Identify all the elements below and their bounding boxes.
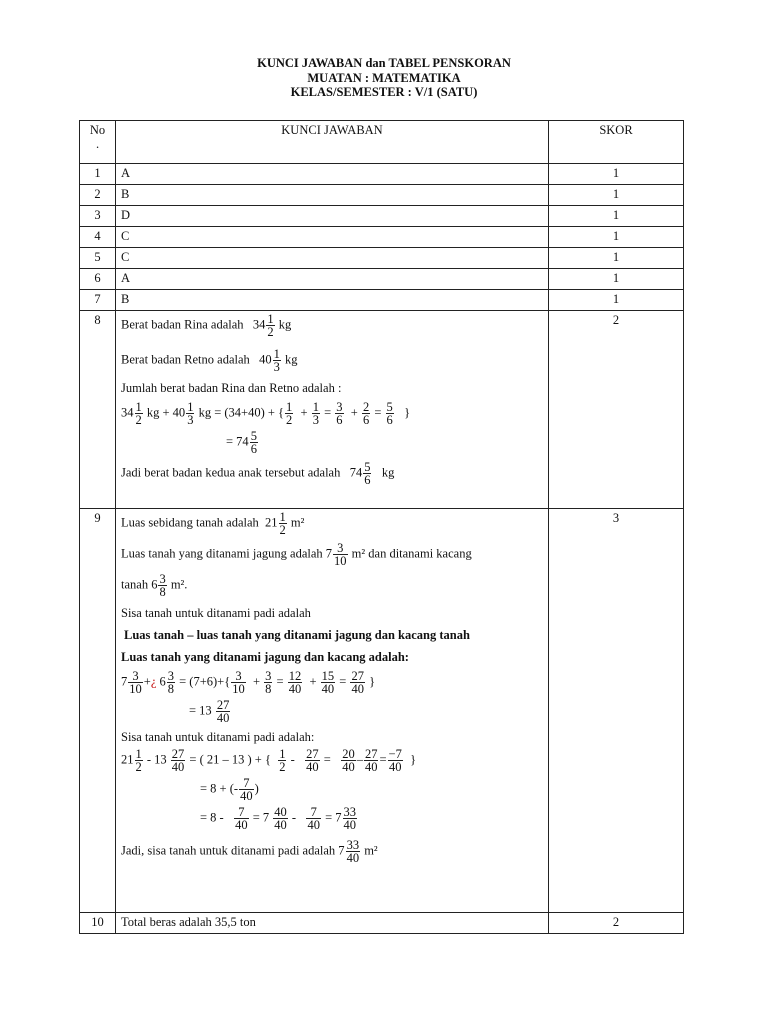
row8-line-6 [121, 461, 548, 486]
numerator: 1 [286, 400, 293, 414]
fraction [386, 401, 394, 426]
denominator: 8 [265, 682, 272, 696]
row-answer: A [116, 164, 549, 185]
fraction [216, 699, 231, 724]
fraction [273, 806, 288, 831]
fraction [346, 839, 361, 864]
unit: m² [290, 515, 305, 530]
row-score: 1 [549, 164, 684, 185]
numerator: 1 [135, 747, 142, 761]
row-score: 1 [549, 227, 684, 248]
row9-line-6: Luas tanah yang ditanami jagung dan kacang adalah: [121, 650, 409, 664]
operator: - [291, 810, 297, 825]
row-answer: A [116, 269, 549, 290]
text: = 74 [226, 434, 249, 449]
numerator: 33 [346, 838, 360, 852]
denominator: 40 [306, 760, 319, 774]
fraction [234, 806, 249, 831]
fraction [171, 748, 186, 773]
row8-line-1 [121, 313, 548, 338]
denominator: 40 [343, 818, 357, 832]
operator: + [252, 674, 261, 689]
numerator: 5 [250, 429, 257, 443]
fraction [186, 401, 194, 426]
row-answer: D [116, 206, 549, 227]
fraction [128, 670, 143, 695]
operator: = [379, 752, 387, 767]
table-row [80, 248, 684, 269]
numerator: 1 [135, 400, 142, 414]
row-number: 7 [80, 290, 116, 311]
row9-line-12 [121, 806, 548, 831]
numerator: 2 [362, 400, 370, 414]
denominator: 40 [216, 711, 230, 725]
row-number: 5 [80, 248, 116, 269]
numerator: 3 [231, 670, 246, 683]
operator: + [143, 674, 151, 689]
answer-key-table [79, 120, 684, 934]
row-score: 2 [549, 913, 684, 934]
row9-line-2 [121, 542, 548, 567]
row8-line-2 [121, 348, 548, 373]
fraction [306, 806, 321, 831]
fraction [335, 401, 343, 426]
whole-number: 34 [121, 405, 134, 420]
column-header-no-dot: . [95, 137, 100, 151]
row-score: 1 [549, 206, 684, 227]
row9-line-9: Sisa tanah untuk ditanami padi adalah: [121, 730, 315, 744]
row8-line-4 [121, 401, 548, 426]
fraction [239, 777, 254, 802]
denominator: 40 [346, 851, 360, 865]
row-score: 1 [549, 185, 684, 206]
denominator: 6 [336, 413, 343, 427]
denominator: 3 [187, 413, 194, 427]
row9-line-5: Luas tanah – luas tanah yang ditanami jagung dan kacang tanah [124, 628, 470, 642]
whole-number: 21 [265, 515, 278, 530]
fraction [264, 670, 272, 695]
denominator: 2 [279, 523, 286, 537]
text: = 8 + (- [200, 781, 239, 796]
denominator: 40 [274, 818, 287, 832]
numerator: 1 [312, 400, 319, 414]
denominator: 2 [135, 760, 142, 774]
numerator: 27 [171, 747, 185, 761]
numerator: 1 [279, 747, 286, 761]
row-answer: C [116, 248, 549, 269]
numerator: 1 [267, 312, 274, 326]
numerator: 5 [364, 460, 371, 474]
whole-number: 7 [121, 674, 128, 689]
numerator: 1 [273, 347, 280, 361]
fraction [158, 573, 166, 598]
title-line-1: KUNCI JAWABAN dan TABEL PENSKORAN [257, 56, 511, 70]
numerator: 40 [274, 805, 287, 819]
row-score: 3 [549, 509, 684, 913]
text: Jadi berat badan kedua anak tersebut adalah [121, 465, 341, 480]
row9-line-4: Sisa tanah untuk ditanami padi adalah [121, 606, 311, 620]
row-number: 3 [80, 206, 116, 227]
text: = 8 - [200, 810, 224, 825]
unit: m² [364, 843, 378, 858]
row-number: 1 [80, 164, 116, 185]
text: kg = (34+40) + { [198, 405, 285, 420]
fraction [362, 401, 370, 426]
row9-line-7 [121, 670, 548, 695]
column-header-score: SKOR [549, 121, 684, 164]
denominator: 6 [386, 413, 393, 427]
row-8-answer [116, 311, 549, 509]
numerator: 3 [333, 542, 348, 555]
row-number: 9 [80, 509, 116, 913]
numerator: 5 [386, 400, 393, 414]
denominator: 3 [273, 360, 280, 374]
row-answer: B [116, 290, 549, 311]
fraction [285, 401, 293, 426]
denominator: 8 [167, 682, 174, 696]
text: Luas sebidang tanah adalah [121, 515, 259, 530]
denominator: 10 [232, 682, 245, 696]
row8-line-5 [121, 430, 548, 455]
fraction [321, 670, 336, 695]
row-number: 4 [80, 227, 116, 248]
numerator: −7 [388, 747, 402, 761]
row-score: 1 [549, 269, 684, 290]
fraction [279, 511, 287, 536]
denominator: 40 [235, 818, 248, 832]
text: Jadi, sisa tanah untuk ditanami padi adalah 7 [121, 843, 345, 858]
denominator: 40 [364, 760, 378, 774]
numerator: 12 [288, 669, 302, 683]
text: tanah 6 [121, 577, 158, 592]
fraction [250, 430, 258, 455]
numerator: 1 [187, 400, 194, 414]
numerator: 3 [159, 572, 166, 586]
column-header-no [80, 121, 116, 164]
fraction [288, 670, 303, 695]
text: Luas tanah yang ditanami jagung adalah 7 [121, 546, 333, 561]
denominator: 40 [351, 682, 364, 696]
denominator: 40 [342, 760, 355, 774]
row9-line-13 [121, 839, 548, 864]
text: - 13 [146, 752, 167, 767]
denominator: 2 [279, 760, 286, 774]
row9-line-11 [121, 777, 548, 802]
operator: = [374, 405, 382, 420]
fraction [266, 313, 274, 338]
error-glyph: ¿ [150, 674, 157, 689]
operator: = [323, 752, 331, 767]
operator: + [300, 405, 308, 420]
row-score: 1 [549, 290, 684, 311]
numerator: 33 [343, 805, 357, 819]
table-row [80, 164, 684, 185]
denominator: 6 [364, 473, 371, 487]
operator: } [410, 752, 417, 767]
numerator: 1 [279, 510, 286, 524]
operator: } [404, 405, 411, 420]
table-row [80, 269, 684, 290]
row-score: 2 [549, 311, 684, 509]
denominator: 40 [171, 760, 185, 774]
table-row [80, 185, 684, 206]
text: Berat badan Retno adalah [121, 352, 250, 367]
numerator: 27 [306, 747, 319, 761]
fraction [278, 748, 286, 773]
table-header-row [80, 121, 684, 164]
row9-line-10 [121, 748, 548, 773]
denominator: 40 [321, 682, 335, 696]
fraction [341, 748, 356, 773]
operator: = [339, 674, 347, 689]
text: = 7 [252, 810, 270, 825]
row8-line-3: Jumlah berat badan Rina dan Retno adalah : [121, 381, 342, 395]
row-score: 1 [549, 248, 684, 269]
fraction [273, 348, 281, 373]
fraction [350, 670, 365, 695]
text: Berat badan Rina adalah [121, 317, 244, 332]
row9-line-8 [121, 699, 548, 724]
row-number: 10 [80, 913, 116, 934]
numerator: 3 [128, 670, 143, 683]
denominator: 40 [388, 760, 402, 774]
numerator: 7 [234, 806, 249, 819]
whole-number: 34 [252, 317, 266, 332]
row-answer: C [116, 227, 549, 248]
denominator: 6 [362, 413, 370, 427]
denominator: 40 [288, 682, 302, 696]
fraction [364, 748, 379, 773]
denominator: 3 [312, 413, 319, 427]
column-header-answer: KUNCI JAWABAN [116, 121, 549, 164]
text: = (7+6)+{ [179, 674, 231, 689]
text: ) [254, 781, 259, 796]
unit: kg [285, 352, 298, 367]
operator: } [369, 674, 376, 689]
denominator: 10 [334, 554, 347, 568]
numerator: 27 [216, 698, 230, 712]
operator: = [276, 674, 284, 689]
numerator: 27 [364, 747, 378, 761]
document-header [0, 56, 768, 100]
text: = 13 [189, 703, 212, 718]
row-answer: B [116, 185, 549, 206]
table-row [80, 227, 684, 248]
table-row-10 [80, 913, 684, 934]
text: = ( 21 – 13 ) + { [189, 752, 271, 767]
table-row [80, 206, 684, 227]
operator: + [350, 405, 358, 420]
text: m². [170, 577, 188, 592]
numerator: 7 [239, 777, 254, 790]
whole-number: 40 [259, 352, 272, 367]
table-row [80, 290, 684, 311]
denominator: 2 [267, 325, 274, 339]
denominator: 40 [240, 789, 253, 803]
row-answer: Total beras adalah 35,5 ton [116, 913, 549, 934]
numerator: 3 [336, 400, 343, 414]
fraction [312, 401, 320, 426]
fraction [388, 748, 403, 773]
fraction [135, 748, 143, 773]
text: kg + 40 [146, 405, 186, 420]
title-line-3: KELAS/SEMESTER : V/1 (SATU) [290, 85, 478, 99]
operator: - [290, 752, 295, 767]
fraction [333, 542, 348, 567]
numerator: 15 [321, 669, 335, 683]
row9-line-3 [121, 573, 548, 598]
row-number: 6 [80, 269, 116, 290]
row9-line-1 [121, 511, 548, 536]
numerator: 3 [167, 669, 174, 683]
text: m² dan ditanami kacang [351, 546, 472, 561]
unit: kg [381, 465, 395, 480]
operator: + [309, 674, 317, 689]
fraction [305, 748, 320, 773]
column-header-no-label: No [89, 123, 106, 137]
numerator: 27 [351, 669, 364, 683]
numerator: 20 [342, 747, 355, 761]
fraction [343, 806, 358, 831]
denominator: 2 [286, 413, 293, 427]
denominator: 40 [307, 818, 320, 832]
table-row-8 [80, 311, 684, 509]
denominator: 10 [129, 682, 142, 696]
fraction [167, 670, 175, 695]
numerator: 7 [306, 806, 321, 819]
row-9-answer [116, 509, 549, 913]
fraction [135, 401, 143, 426]
whole-number: 74 [349, 465, 363, 480]
operator: – [356, 752, 363, 767]
unit: kg [278, 317, 292, 332]
table-row-9 [80, 509, 684, 913]
fraction [363, 461, 371, 486]
denominator: 2 [135, 413, 142, 427]
row-number: 2 [80, 185, 116, 206]
operator: = [324, 405, 332, 420]
fraction [231, 670, 246, 695]
row-number: 8 [80, 311, 116, 509]
whole-number: 21 [121, 752, 134, 767]
numerator: 3 [265, 669, 272, 683]
text: = 7 [325, 810, 342, 825]
title-line-2: MUATAN : MATEMATIKA [307, 70, 461, 85]
denominator: 6 [250, 442, 257, 456]
whole-number: 6 [156, 674, 166, 689]
denominator: 8 [159, 585, 166, 599]
